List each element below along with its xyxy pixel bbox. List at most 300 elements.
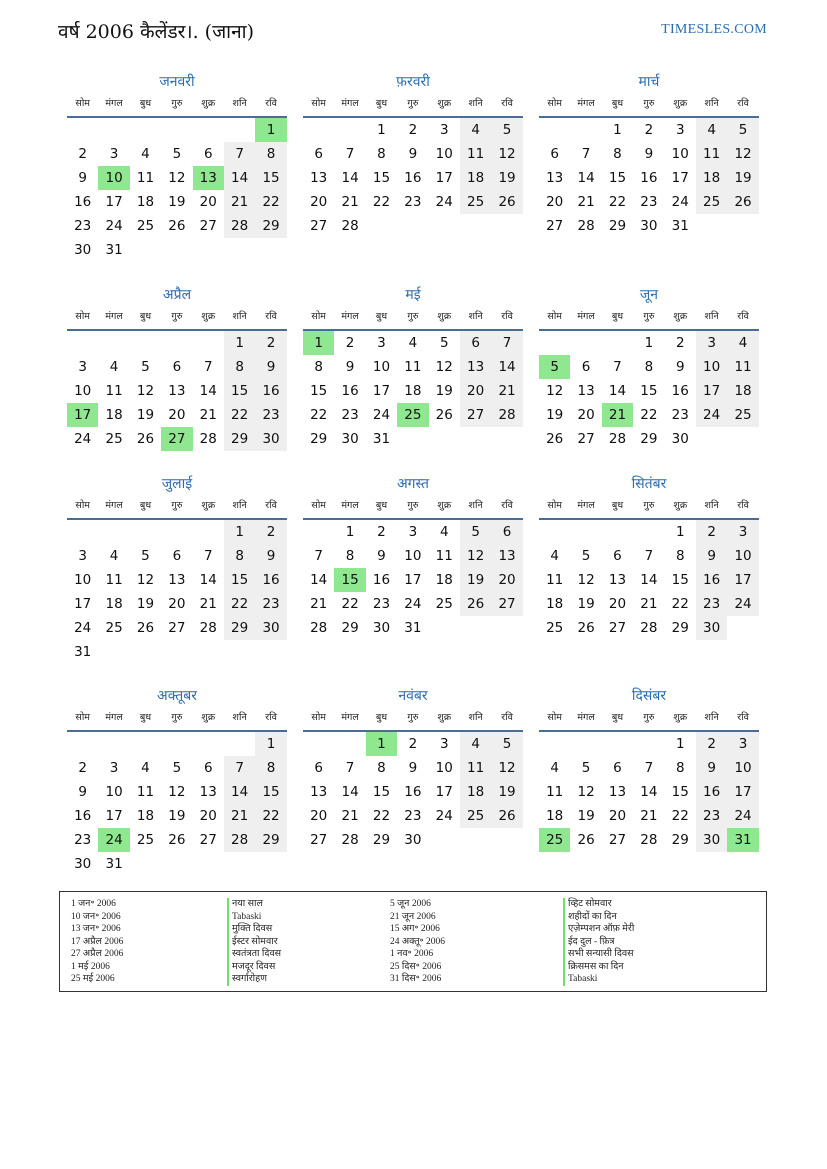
day-cell: 4 [408,335,418,351]
day-cell: 28 [491,403,522,427]
weekday-header [539,94,759,118]
weekday-label: बुध [611,98,624,109]
day-cell: 7 [644,548,654,564]
day-cell: 1 [255,732,286,756]
day-cell: 6 [613,760,622,776]
month-name: जुलाई [161,476,193,492]
day-grid [539,331,759,451]
day-cell: 20 [310,808,328,824]
day-cell: 9 [644,146,654,162]
empty-cell [130,520,161,544]
legend-holiday-name: मजदूर दिवस [227,961,281,974]
weekday-label: रवि [265,311,277,322]
holiday-day-cell: 25 [397,403,428,427]
day-cell: 16 [372,572,391,588]
day-cell: 31 [671,218,689,234]
day-cell: 20 [310,194,328,210]
day-cell: 16 [640,170,658,186]
day-cell: 26 [136,431,155,447]
weekday-label: शनि [704,500,719,511]
legend-date: 24 अक्तू॰ 2006 [390,936,446,947]
weekday-label: मंगल [105,311,123,322]
month-block [67,70,287,262]
day-cell: 19 [577,596,595,612]
day-cell: 7 [203,548,213,564]
day-cell: 9 [78,784,87,800]
day-cell: 25 [696,190,727,214]
month-block [67,472,287,664]
month-name: अप्रैल [162,287,192,303]
day-cell: 15 [372,170,391,186]
day-cell: 13 [546,170,564,186]
holiday-day-cell: 13 [193,166,224,190]
day-cell: 7 [613,359,622,375]
month-name: सितंबर [631,476,667,492]
day-cell: 18 [435,572,453,588]
weekday-label: रवि [501,712,513,723]
day-cell: 22 [372,808,391,824]
day-cell: 12 [435,359,453,375]
weekday-label: गुरु [643,98,655,109]
day-cell: 16 [74,194,92,210]
day-cell: 10 [671,146,689,162]
month-name: दिसंबर [631,688,667,704]
day-cell: 28 [199,431,217,447]
day-cell: 15 [372,784,391,800]
day-cell: 13 [577,383,595,399]
empty-cell [193,732,224,756]
month-name: अक्तूबर [157,688,197,704]
empty-cell [633,732,664,756]
day-cell: 10 [74,572,92,588]
day-cell: 29 [341,620,359,636]
day-cell: 19 [460,568,491,592]
weekday-label: रवि [737,311,749,322]
day-cell: 19 [577,808,595,824]
weekday-header [539,307,759,331]
day-cell: 4 [727,331,758,355]
day-cell: 19 [168,808,186,824]
weekday-label: शुक्र [673,311,688,322]
day-cell: 12 [168,170,186,186]
day-cell: 28 [341,218,359,234]
day-cell: 16 [696,780,727,804]
empty-cell [602,732,633,756]
day-cell: 4 [141,760,150,776]
day-cell: 7 [314,548,323,564]
day-cell: 27 [608,620,627,636]
empty-cell [334,118,365,142]
day-cell: 7 [345,760,355,776]
weekday-label: बुध [611,311,624,322]
legend-dates-column-1 [71,898,123,986]
day-cell: 31 [105,856,123,872]
day-cell: 17 [404,572,422,588]
day-cell: 28 [341,832,359,848]
day-cell: 25 [136,218,155,234]
day-cell: 9 [408,146,418,162]
weekday-label: मंगल [105,500,123,511]
day-cell: 24 [727,592,758,616]
day-cell: 11 [727,355,758,379]
day-cell: 2 [644,122,654,138]
day-cell: 12 [727,142,758,166]
day-cell: 12 [577,784,595,800]
day-cell: 11 [435,548,453,564]
day-grid [539,118,759,238]
day-grid [303,520,523,640]
legend-holiday-name: क्रिसमस का दिन [563,961,634,974]
legend-holiday-name: Tabaski [563,973,634,986]
day-cell: 18 [105,596,123,612]
day-cell: 21 [199,407,217,423]
day-cell: 2 [78,146,87,162]
day-cell: 3 [696,331,727,355]
day-cell: 29 [255,214,286,238]
weekday-label: शनि [468,311,483,322]
weekday-label: शुक्र [673,98,688,109]
day-cell: 3 [109,146,119,162]
day-cell: 14 [199,572,217,588]
day-grid [539,520,759,640]
legend-date: 27 अप्रैल 2006 [71,949,124,959]
day-cell: 22 [671,596,689,612]
month-block [67,283,287,451]
day-cell: 16 [341,383,359,399]
day-cell: 16 [404,784,422,800]
weekday-label: गुरु [407,500,419,511]
day-cell: 1 [377,122,386,138]
weekday-label: गुरु [407,712,419,723]
day-cell: 27 [491,592,522,616]
empty-cell [570,520,601,544]
weekday-label: शुक्र [437,311,452,322]
month-name: जून [639,287,659,303]
weekday-label: बुध [611,500,624,511]
day-cell: 30 [74,856,92,872]
day-cell: 11 [136,784,155,800]
day-cell: 11 [136,170,155,186]
day-cell: 8 [377,146,386,162]
day-cell: 2 [675,335,685,351]
day-cell: 24 [727,804,758,828]
weekday-label: गुरु [643,311,655,322]
day-cell: 19 [136,596,155,612]
legend-names-column-2 [563,898,634,986]
day-cell: 31 [74,644,92,660]
weekday-label: रवि [265,98,277,109]
weekday-label: शुक्र [201,500,216,511]
legend-holiday-name: व्हिट सोमवार [563,898,634,911]
weekday-label: गुरु [643,712,655,723]
day-cell: 18 [136,808,155,824]
legend-date: 13 जन॰ 2006 [71,924,121,934]
day-cell: 20 [608,808,627,824]
legend-names-column-1 [227,898,281,986]
day-cell: 31 [404,620,422,636]
weekday-label: रवि [737,712,749,723]
day-cell: 18 [460,166,491,190]
day-cell: 14 [224,780,255,804]
day-cell: 22 [224,403,255,427]
day-cell: 19 [136,407,155,423]
day-cell: 26 [491,804,522,828]
day-cell: 16 [404,170,422,186]
weekday-header [303,496,523,520]
day-cell: 9 [675,359,685,375]
weekday-header [539,708,759,732]
day-cell: 1 [345,524,355,540]
day-cell: 24 [671,194,689,210]
day-cell: 1 [675,736,685,752]
day-cell: 11 [460,756,491,780]
weekday-label: मंगल [105,98,123,109]
day-cell: 12 [168,784,186,800]
weekday-header [67,708,287,732]
empty-cell [539,331,570,355]
day-cell: 8 [224,355,255,379]
day-cell: 19 [491,166,522,190]
legend-holiday-name: ईस्टर सोमवार [227,936,281,949]
day-cell: 11 [546,784,564,800]
day-cell: 18 [460,780,491,804]
day-grid [67,118,287,262]
day-cell: 7 [644,760,654,776]
empty-cell [303,118,334,142]
day-cell: 5 [439,335,449,351]
weekday-label: रवि [737,500,749,511]
day-cell: 19 [727,166,758,190]
weekday-label: शुक्र [437,98,452,109]
day-cell: 22 [255,804,286,828]
legend-date: 1 नव॰ 2006 [390,949,434,959]
day-cell: 27 [577,431,595,447]
day-cell: 17 [727,568,758,592]
legend-date: 1 मई 2006 [71,961,110,972]
empty-cell [193,331,224,355]
day-cell: 8 [644,359,654,375]
day-cell: 26 [168,218,186,234]
weekday-label: मंगल [341,98,359,109]
day-cell: 13 [460,355,491,379]
day-cell: 22 [671,808,689,824]
day-cell: 4 [109,359,119,375]
day-cell: 26 [435,407,453,423]
day-cell: 15 [224,379,255,403]
day-cell: 15 [671,572,689,588]
day-cell: 11 [546,572,564,588]
day-cell: 21 [341,194,359,210]
weekday-label: शुक्र [201,712,216,723]
day-cell: 9 [78,170,87,186]
day-cell: 23 [372,596,391,612]
weekday-label: सोम [311,98,326,109]
day-cell: 22 [255,190,286,214]
month-block [303,70,523,238]
day-cell: 17 [435,170,453,186]
day-cell: 26 [727,190,758,214]
day-cell: 6 [314,760,323,776]
day-cell: 20 [168,407,186,423]
day-cell: 5 [581,548,591,564]
day-cell: 28 [199,620,217,636]
day-cell: 5 [141,548,150,564]
day-cell: 31 [372,431,391,447]
empty-cell [570,118,601,142]
month-block [67,684,287,876]
day-cell: 9 [408,760,418,776]
day-cell: 19 [435,383,453,399]
day-cell: 3 [377,335,386,351]
day-cell: 27 [199,832,217,848]
day-cell: 1 [675,524,685,540]
weekday-label: शनि [468,712,483,723]
day-cell: 30 [671,431,689,447]
weekday-label: सोम [311,311,326,322]
day-cell: 24 [435,808,453,824]
holiday-day-cell: 15 [334,568,365,592]
day-cell: 29 [224,427,255,451]
empty-cell [633,520,664,544]
weekday-label: गुरु [171,311,183,322]
day-cell: 1 [613,122,622,138]
day-cell: 13 [310,170,328,186]
day-cell: 17 [671,170,689,186]
day-cell: 14 [608,383,627,399]
day-cell: 11 [105,383,123,399]
day-cell: 10 [105,784,123,800]
day-cell: 29 [640,431,658,447]
day-cell: 6 [581,359,591,375]
day-grid [303,331,523,451]
day-cell: 27 [546,218,564,234]
holiday-day-cell: 17 [67,403,98,427]
weekday-header [303,708,523,732]
empty-cell [161,520,192,544]
month-name: अगस्त [396,476,429,492]
day-grid [303,732,523,852]
day-cell: 23 [640,194,658,210]
day-cell: 2 [255,520,286,544]
day-cell: 20 [199,808,217,824]
weekday-label: शनि [704,311,719,322]
weekday-label: सोम [311,712,326,723]
day-cell: 14 [640,572,658,588]
day-cell: 13 [608,572,627,588]
day-cell: 10 [404,548,422,564]
weekday-label: गुरु [643,500,655,511]
day-cell: 6 [613,548,622,564]
day-cell: 4 [439,524,449,540]
empty-cell [161,732,192,756]
day-cell: 11 [696,142,727,166]
legend-date: 31 दिस॰ 2006 [390,974,442,984]
day-cell: 6 [203,760,213,776]
empty-cell [193,520,224,544]
site-link[interactable]: TIMESLES.COM [661,22,767,37]
day-cell: 24 [696,403,727,427]
weekday-header [67,307,287,331]
day-cell: 8 [377,760,386,776]
weekday-label: बुध [139,98,152,109]
day-cell: 20 [491,568,522,592]
day-cell: 26 [168,832,186,848]
weekday-label: रवि [501,98,513,109]
weekday-label: मंगल [577,712,595,723]
day-cell: 31 [105,242,123,258]
day-cell: 10 [727,756,758,780]
day-cell: 6 [314,146,323,162]
day-cell: 24 [74,431,92,447]
weekday-label: गुरु [171,500,183,511]
day-cell: 2 [408,736,418,752]
empty-cell [570,331,601,355]
empty-cell [130,732,161,756]
month-block [539,70,759,238]
day-cell: 23 [696,592,727,616]
day-cell: 29 [224,616,255,640]
day-cell: 5 [172,146,182,162]
weekday-label: रवि [501,311,513,322]
day-cell: 5 [581,760,591,776]
day-cell: 29 [671,832,689,848]
day-cell: 19 [491,780,522,804]
day-cell: 25 [136,832,155,848]
day-cell: 3 [675,122,685,138]
day-cell: 12 [491,142,522,166]
empty-cell [539,118,570,142]
day-cell: 21 [224,190,255,214]
day-cell: 30 [74,242,92,258]
day-cell: 4 [460,732,491,756]
day-cell: 18 [136,194,155,210]
legend-date: 21 जून 2006 [390,911,436,922]
day-cell: 29 [310,431,328,447]
day-cell: 11 [105,572,123,588]
weekday-label: शुक्र [201,311,216,322]
day-cell: 10 [372,359,391,375]
day-cell: 15 [640,383,658,399]
day-cell: 17 [105,194,123,210]
weekday-label: बुध [139,311,152,322]
weekday-label: रवि [265,712,277,723]
day-cell: 18 [105,407,123,423]
day-cell: 23 [696,804,727,828]
day-cell: 30 [255,616,286,640]
day-cell: 3 [439,122,449,138]
day-cell: 4 [696,118,727,142]
day-cell: 6 [491,520,522,544]
weekday-label: गुरु [171,98,183,109]
day-cell: 13 [168,572,186,588]
month-name: नवंबर [398,688,428,704]
weekday-header [539,496,759,520]
weekday-label: शुक्र [201,98,216,109]
holiday-day-cell: 24 [98,828,129,852]
day-cell: 8 [675,548,685,564]
day-cell: 16 [255,568,286,592]
day-cell: 12 [577,572,595,588]
day-cell: 17 [435,784,453,800]
day-cell: 3 [439,736,449,752]
day-cell: 9 [696,544,727,568]
day-cell: 25 [105,431,123,447]
day-cell: 22 [341,596,359,612]
day-cell: 28 [640,832,658,848]
day-cell: 25 [460,804,491,828]
holiday-day-cell: 1 [303,331,334,355]
day-cell: 12 [546,383,564,399]
